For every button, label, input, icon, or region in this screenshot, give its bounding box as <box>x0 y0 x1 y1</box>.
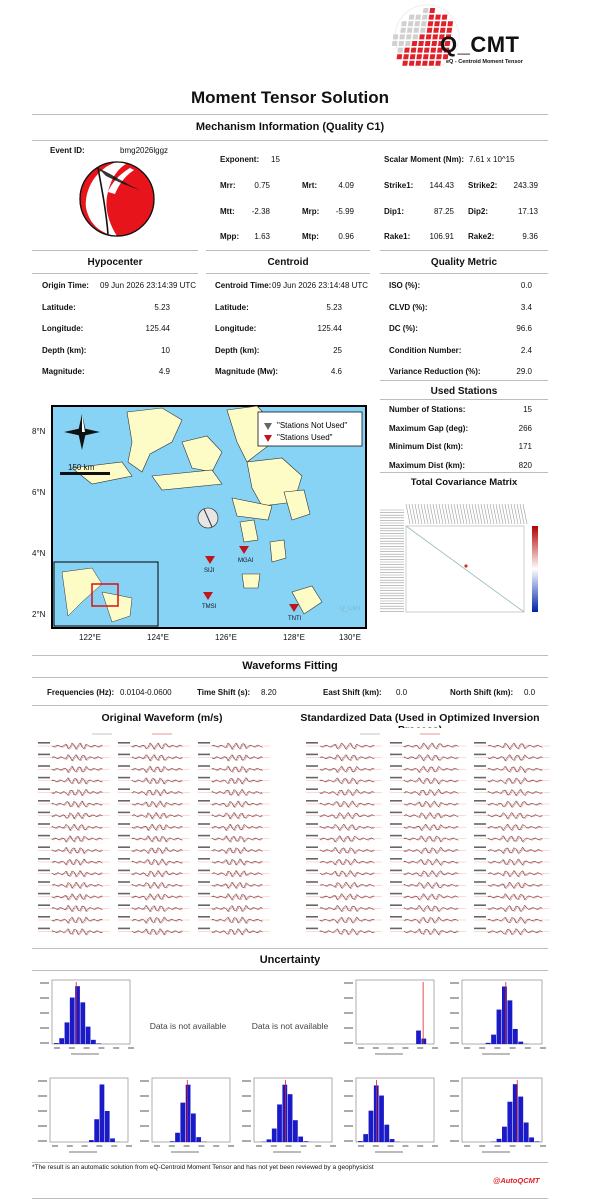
strike1-value: 144.43 <box>429 181 454 190</box>
histogram-bar <box>170 1141 175 1142</box>
uncertainty-histogram <box>446 976 546 1060</box>
lon-tick-label: 128°E <box>283 633 305 642</box>
histogram-bar <box>277 1104 282 1142</box>
hypocenter-row-value: 5.23 <box>154 302 170 312</box>
mrp-value: -5.99 <box>335 207 354 216</box>
histogram-bar <box>65 1022 70 1044</box>
shift-value: 8.20 <box>261 688 277 697</box>
dip1-label: Dip1: <box>384 207 404 216</box>
histogram-bar <box>369 1111 374 1142</box>
uncertainty-histogram <box>340 1074 438 1158</box>
histogram-bar <box>513 1029 518 1044</box>
histogram-bar <box>180 1103 185 1142</box>
histogram-bar <box>293 1120 298 1142</box>
centroid-row-value: 5.23 <box>326 302 342 312</box>
waveforms-heading: Waveforms Fitting <box>242 660 338 672</box>
hypocenter-row-value: 10 <box>161 345 170 355</box>
centroid-row-label: Magnitude (Mw): <box>215 367 279 376</box>
uncertainty-na-2: Data is not available <box>251 1021 329 1031</box>
map-watermark: Q_CMT <box>340 606 361 612</box>
rake1-label: Rake1: <box>384 232 411 241</box>
histogram-bar <box>59 1038 64 1044</box>
rake2-label: Rake2: <box>468 232 495 241</box>
covariance-matrix-plot <box>376 490 552 620</box>
used_stations-row-label: Minimum Dist (km): <box>389 442 464 451</box>
uncertainty-heading: Uncertainty <box>259 954 321 966</box>
histogram-bar <box>518 1042 523 1044</box>
standardized-waveform-plot <box>300 728 552 943</box>
freq-value: 0.0104-0.0600 <box>120 688 172 697</box>
used_stations-row-value: 15 <box>523 405 532 414</box>
qcmt-logo <box>392 2 552 74</box>
uncertainty-histogram <box>340 976 438 1060</box>
freq-label: Frequencies (Hz): <box>47 688 115 697</box>
covariance-heading: Total Covariance Matrix <box>410 477 518 488</box>
station-label: TMSI <box>202 604 217 610</box>
mrp-label: Mrp: <box>302 207 320 216</box>
used-stations-heading: Used Stations <box>430 386 498 397</box>
used_stations-row-value: 266 <box>518 423 532 433</box>
centroid-row-value: 4.6 <box>330 367 342 376</box>
quality-row-label: DC (%): <box>389 324 418 333</box>
histogram-bar <box>304 1141 309 1142</box>
mpp-label: Mpp: <box>220 232 240 241</box>
event-id-value: bmg2026lggz <box>120 146 169 155</box>
histogram-bar <box>529 1137 534 1142</box>
lat-tick-label: 4°N <box>32 549 46 558</box>
lat-tick-label: 2°N <box>32 610 46 619</box>
hypocenter-heading: Hypocenter <box>87 257 143 268</box>
centroid-row-label: Longitude: <box>215 324 257 333</box>
quality-row-value: 3.4 <box>520 302 532 312</box>
histogram-bar <box>421 1039 426 1044</box>
strike1-label: Strike1: <box>384 181 414 190</box>
histogram-bar <box>497 1010 502 1044</box>
mechanism-heading: Mechanism Information (Quality C1) <box>195 121 385 133</box>
station-label: MGAI <box>238 558 254 564</box>
centroid-row-value: 125.44 <box>317 324 342 333</box>
histogram-bar <box>272 1129 277 1142</box>
original-waveform-heading: Original Waveform (m/s) <box>101 712 223 724</box>
lon-tick-label: 122°E <box>79 633 101 642</box>
strike2-label: Strike2: <box>468 181 498 190</box>
histogram-bar <box>267 1139 272 1142</box>
lon-tick-label: 130°E <box>339 633 361 642</box>
page-title: Moment Tensor Solution <box>190 88 389 107</box>
histogram-bar <box>507 1102 512 1142</box>
histogram-bar <box>502 1127 507 1142</box>
histogram-bar <box>497 1139 502 1142</box>
quality-row-label: Variance Reduction (%): <box>389 367 481 376</box>
lon-tick-label: 124°E <box>147 633 169 642</box>
histogram-bar <box>91 1040 96 1044</box>
histogram-bar <box>191 1113 196 1142</box>
hypocenter-row-label: Depth (km): <box>42 345 87 355</box>
rake1-value: 106.91 <box>429 232 454 241</box>
map-landmass <box>270 540 286 562</box>
mrt-label: Mrt: <box>302 181 318 190</box>
station-map <box>32 402 370 642</box>
hypocenter-row-label: Magnitude: <box>42 367 85 376</box>
quality-row-value: 96.6 <box>516 324 532 333</box>
used_stations-row-label: Maximum Dist (km): <box>389 460 466 470</box>
histogram-bar <box>94 1119 99 1142</box>
hypocenter-row-label: Longitude: <box>42 324 84 333</box>
brand-name: Q_CMT <box>440 32 520 57</box>
scale-bar-label: 150 km <box>68 463 95 472</box>
histogram-bar <box>80 1002 85 1044</box>
original-waveform-plot <box>32 728 272 943</box>
lon-tick-label: 126°E <box>215 633 237 642</box>
quality-row-label: Condition Number: <box>389 345 462 355</box>
centroid-heading: Centroid <box>267 257 309 268</box>
quality-row-label: ISO (%): <box>389 281 421 290</box>
histogram-bar <box>282 1085 287 1142</box>
strike2-value: 243.39 <box>513 181 538 190</box>
beachball-icon <box>78 160 156 238</box>
histogram-bar <box>379 1096 384 1142</box>
histogram-bar <box>86 1027 91 1044</box>
hypocenter-row-label: Latitude: <box>42 302 76 312</box>
rake2-value: 9.36 <box>522 232 538 241</box>
histogram-bar <box>358 1141 363 1142</box>
hypocenter-row-value: 4.9 <box>158 367 170 376</box>
centroid-row-value: 09 Jun 2026 23:14:48 UTC <box>272 281 369 290</box>
lat-tick-label: 8°N <box>32 427 46 436</box>
histogram-bar <box>390 1139 395 1142</box>
centroid-row-value: 25 <box>333 345 342 355</box>
mpp-value: 1.63 <box>254 232 270 241</box>
histogram-bar <box>70 998 75 1044</box>
histogram-bar <box>363 1134 368 1142</box>
brand-subtitle: eQ - Centroid Moment Tensor <box>446 59 523 65</box>
exponent-value: 15 <box>271 155 280 164</box>
map-landmass <box>242 574 260 588</box>
mtp-label: Mtp: <box>302 232 319 241</box>
event-id-label: Event ID: <box>50 146 85 155</box>
hypocenter-row-label: Origin Time: <box>42 281 89 290</box>
footer-handle[interactable]: @AutoQCMT <box>493 1176 540 1185</box>
quality-row-value: 0.0 <box>520 281 532 290</box>
hypocenter-row-value: 125.44 <box>145 324 170 333</box>
histogram-bar <box>491 1035 496 1044</box>
uncertainty-histogram <box>238 1074 336 1158</box>
histogram-bar <box>89 1140 94 1142</box>
histogram-bar <box>486 1043 491 1044</box>
histogram-bar <box>288 1094 293 1142</box>
quality-heading: Quality Metric <box>430 257 498 268</box>
uncertainty-histogram <box>36 976 134 1060</box>
histogram-bar <box>196 1137 201 1142</box>
histogram-bar <box>535 1141 540 1142</box>
mrr-label: Mrr: <box>220 181 236 190</box>
histogram-bar <box>186 1085 191 1142</box>
histogram-bar <box>110 1138 115 1142</box>
scale-bar <box>60 472 110 475</box>
legend-used-label: "Stations Used" <box>277 433 333 442</box>
used_stations-row-value: 820 <box>518 460 532 470</box>
hypocenter-row-value: 09 Jun 2026 23:14:39 UTC <box>100 281 197 290</box>
legend-not-used-label: "Stations Not Used" <box>277 421 348 430</box>
histogram-bar <box>507 1000 512 1044</box>
east-shift-value: 0.0 <box>396 688 408 697</box>
shift-label: Time Shift (s): <box>197 688 251 697</box>
scalar-moment-value: 7.61 x 10^15 <box>469 155 515 164</box>
standardized-heading: Standardized Data (Used in Optimized Inversion <box>300 712 540 724</box>
used_stations-row-label: Number of Stations: <box>389 405 466 414</box>
mrt-value: 4.09 <box>338 181 354 190</box>
histogram-bar <box>524 1122 529 1142</box>
histogram-bar <box>105 1111 110 1142</box>
lat-tick-label: 6°N <box>32 488 46 497</box>
uncertainty-na-1: Data is not available <box>149 1021 227 1031</box>
scalar-moment-label: Scalar Moment (Nm): <box>384 155 465 164</box>
centroid-row-label: Centroid Time: <box>215 281 272 290</box>
histogram-bar <box>96 1043 101 1044</box>
uncertainty-histogram <box>136 1074 234 1158</box>
quality-row-value: 29.0 <box>516 367 532 376</box>
histogram-bar <box>175 1133 180 1142</box>
north-shift-label: North Shift (km): <box>450 688 514 697</box>
dip2-label: Dip2: <box>468 207 488 216</box>
uncertainty-histogram <box>34 1074 132 1158</box>
histogram-bar <box>298 1137 303 1142</box>
station-label: SIJI <box>204 568 215 574</box>
histogram-bar <box>384 1125 389 1142</box>
dip2-value: 17.13 <box>517 207 538 216</box>
station-label: TNTI <box>288 616 302 622</box>
centroid-row-label: Latitude: <box>215 302 249 312</box>
quality-row-label: CLVD (%): <box>389 302 428 312</box>
histogram-bar <box>518 1097 523 1142</box>
histogram-bar <box>416 1031 421 1044</box>
east-shift-label: East Shift (km): <box>323 688 382 697</box>
centroid-row-label: Depth (km): <box>215 345 260 355</box>
north-shift-value: 0.0 <box>524 688 536 697</box>
uncertainty-histogram <box>446 1074 546 1158</box>
histogram-bar <box>100 1084 105 1142</box>
dip1-value: 87.25 <box>433 207 454 216</box>
mtt-value: -2.38 <box>251 207 270 216</box>
used_stations-row-label: Maximum Gap (deg): <box>389 423 469 433</box>
mtt-label: Mtt: <box>220 207 235 216</box>
exponent-label: Exponent: <box>220 155 260 164</box>
quality-row-value: 2.4 <box>520 345 532 355</box>
mtp-value: 0.96 <box>338 232 354 241</box>
histogram-bar <box>54 1043 59 1044</box>
used_stations-row-value: 171 <box>518 442 532 451</box>
mrr-value: 0.75 <box>254 181 270 190</box>
covariance-colorbar <box>532 526 538 612</box>
footer-note: *The result is an automatic solution from eQ-Centroid Moment Tensor and has not yet been reviewed by a geophysicist <box>32 1164 374 1171</box>
